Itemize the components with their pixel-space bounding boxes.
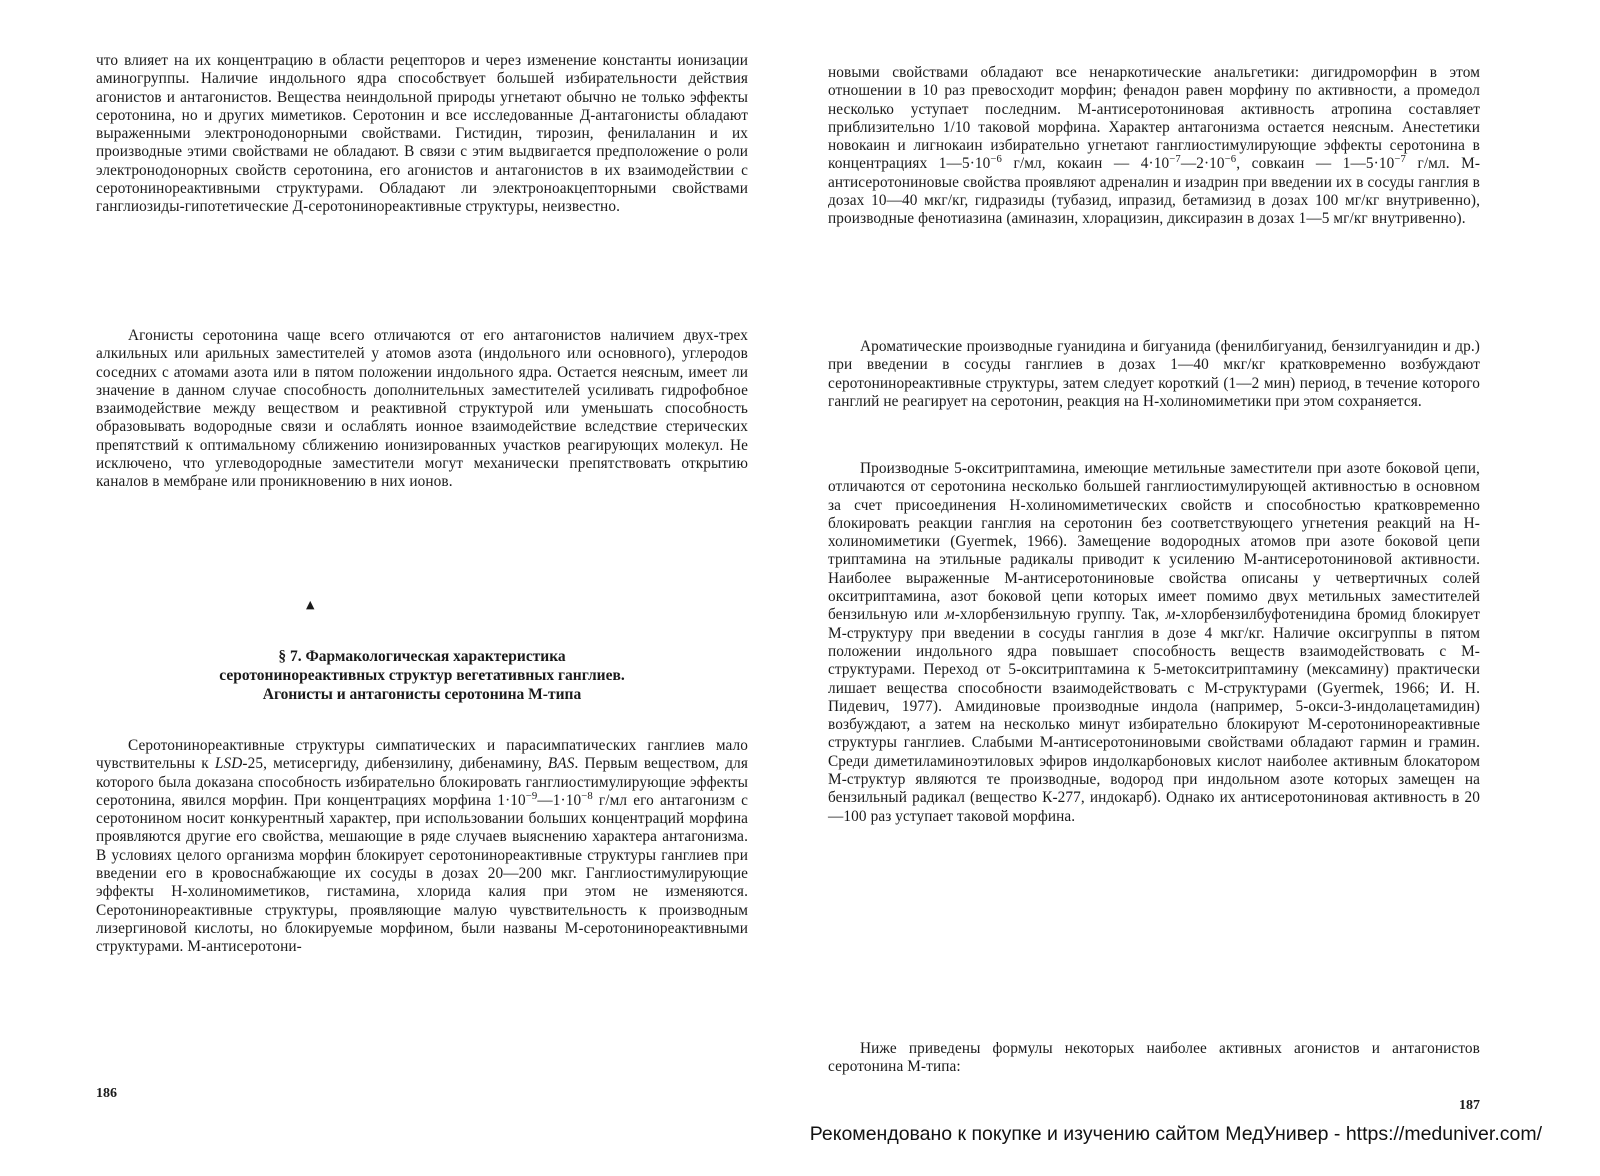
right-paragraph-3	[828, 460, 1480, 826]
exponent: −8	[581, 789, 593, 802]
exponent: −6	[990, 153, 1002, 166]
italic-term-lsd: LSD	[214, 755, 243, 773]
print-mark: ▲	[306, 598, 315, 611]
left-paragraph-1: что влияет на их концентрацию в области рецепторов и через изменение константы ионизации аминогруппы. Наличие индольного ядра способствует большей избирательности действия агонистов и антагонистов. Вещества неиндольной природы угнетают обычно не только эффекты серотонина, но и других миметиков. Серотонин и все исследованные Д-антагонисты обладают выраженными электронодонорными свойствами. Гистидин, тирозин, фенилаланин и их производные этими свойствами не обладают. В связи с этим выдвигается предположение о роли электронодонорных свойств серотонина, его агонистов и антагонистов в их взаимодействии с серотонинореактивными структурами. Обладают ли электроноакцепторными свойствами ганглиозиды-гипотетические Д-серотонинореактивные структуры, неизвестно.	[96, 52, 748, 216]
text-run: -хлорбензилбуфотенидина бромид блокирует М-структуру при введении в сосуды ганглия в дозе 4 мкг/кг. Наличие оксигруппы в пятом положении индольного ядра повышает способность веществ взаимодействовать с М-структурами. Переход от 5-окситриптамина к 5-метокситриптамину (мексамину) практически лишает вещества способности взаимодействовать с М-структурами (Gyermek, 1966; И. Н. Пидевич, 1977). Амидиновые производные индола (например, 5-окси-3-индолацетамидин) возбуждают, а затем на несколько минут избирательно блокируют М-серотонинореактивные структуры ганглиев. Слабыми М-антисеротониновыми свойствами обладают гармин и грамин. Среди диметиламиноэтиловых эфиров индолкарбоновых кислот наиболее активным блокатором М-структур являются те производные, водород при индольном азоте которых замещен на бензильный радикал (вещество К-277, индокарб). Однако их антисеротониновая активность в 20—100 раз уступает таковой морфина.	[828, 606, 1480, 825]
right-paragraph-1	[828, 64, 1480, 229]
text-run: г/мл. М-антисеротониновые свойства проявляют адреналин и изадрин при введении их в сосуды ганглия в дозах 10—40 мкг/кг, гидразиды (тубазид, ипразид, бетамизид в дозах 100 мг/кг внутривенно), производные фенотиазина (аминазин, хлорацизин, диксиразин в дозах 1—5 мг/кг внутривенно).	[828, 155, 1481, 228]
text-run: . Первым веществом, для которого была доказана способность избирательно блокировать ганглиостимулирующие эффекты серотонина, явился морфин. При концентрациях морфина 1·10	[96, 755, 748, 809]
section-heading	[96, 647, 748, 704]
page-number-left: 186	[96, 1086, 117, 1101]
text-run: г/мл, кокаин — 4·10	[1002, 155, 1170, 173]
exponent: −6	[1224, 153, 1237, 166]
text-run: Производные 5-окситриптамина, имеющие метильные заместители при азоте боковой цепи, отличаются от серотонина несколько большей ганглиостимулирующей активностью в основном за счет присоединения Н-холиномиметических свойств и способностью кратковременно блокировать реакции ганглия на серотонин без соответствующего угнетения реакций на Н-холиномиметики (Gyermek, 1966). Замещение водородных атомов при азоте боковой цепи триптамина на этильные радикалы приводит к усилению М-антисеротониновой активности. Наиболее выраженные М-антисеротониновые свойства описаны у четвертичных солей окситриптамина, азот боковой цепи которых имеет помимо двух метильных заместителей бензильную или	[828, 460, 1480, 624]
exponent: −9	[525, 789, 538, 802]
text-run: —2·10	[1180, 155, 1225, 173]
text-run: -хлорбензильную группу. Так,	[954, 606, 1166, 624]
text-run: Серотонинореактивные структуры симпатических и парасимпатических ганглиев мало чувствительны к	[96, 737, 748, 773]
section-heading-line-3: Агонисты и антагонисты серотонина М-типа	[262, 686, 582, 703]
text-run: новыми свойствами обладают все ненаркотические анальгетики: дигидроморфин в этом отношении в 10 раз превосходит морфин; фенадон равен морфину по активности, а промедол несколько уступает последним. М-антисеротониновая активность атропина составляет приблизительно	[828, 64, 1480, 136]
text-run: г/мл его антагонизм с серотонином носит конкурентный характер, при использовании больших концентраций морфина проявляются другие его свойства, мешающие в ряде случаев выяснению характера антагонизма. В условиях целого организма морфин блокирует серотонинореактивные структуры ганглиев при введении его в кровоснабжающие их сосуды в дозах 20—200 мкг. Ганглиостимулирующие эффекты Н-холиномиметиков, гистамина, хлорида калия при этом не изменяются. Серотонинореактивные структуры, проявляющие малую чувствительность к производным лизергиновой кислоты, но блокируемые морфином, были названы М-серотонинореактивными структурами. М-антисеротони-	[96, 791, 749, 956]
right-paragraph-2: Ароматические производные гуанидина и бигуанида (фенилбигуанид, бензилгуанидин и др.) при введении в сосуды ганглиев в дозах 1—40 мкг/кг кратковременно возбуждают серотонинореактивные структуры, затем следует короткий (1—2 мин) период, в течение которого ганглий не реагирует на серотонин, реакция на Н-холиномиметики при этом сохраняется.	[828, 338, 1480, 410]
italic-prefix: м	[944, 606, 955, 624]
section-heading-line-2: серотонинореактивных структур вегетативных ганглиев.	[219, 667, 625, 684]
left-paragraph-3	[96, 737, 748, 957]
exponent: −7	[1394, 153, 1406, 166]
right-paragraph-4: Ниже приведены формулы некоторых наиболее активных агонистов и антагонистов серотонина М-типа:	[828, 1040, 1480, 1076]
fraction: 1/10	[942, 118, 971, 136]
exponent: −7	[1169, 153, 1181, 166]
text-run: таковой морфина. Характер антагонизма остается неясным. Анестетики новокаин и лигнокаин избирательно угнетают ганглиостимулирующие эффекты серотонина в концентрациях 1—5·10	[828, 118, 1480, 173]
italic-term-bas: BAS	[547, 755, 575, 773]
text-run: , совкаин — 1—5·10	[1236, 155, 1395, 173]
footer-recommendation: Рекомендовано к покупке и изучению сайтом МедУнивер - https://meduniver.com/	[809, 1123, 1542, 1145]
text-run: —1·10	[537, 791, 582, 809]
text-run: -25, метисергиду, дибензилину, дибенамину,	[242, 755, 548, 773]
section-heading-line-1: § 7. Фармакологическая характеристика	[278, 648, 566, 665]
page-number-right: 187	[1459, 1098, 1480, 1113]
left-paragraph-2: Агонисты серотонина чаще всего отличаются от его антагонистов наличием двух-трех алкильных или арильных заместителей у атомов азота (индольного или основного), углеродов соседних с атомами азота или в пятом положении индольного ядра. Остается неясным, имеет ли значение в данном случае способность дополнительных заместителей усиливать гидрофобное взаимодействие между веществом и реактивной структурой или уменьшать способность образовывать водородные связи и ослаблять ионное взаимодействие вследствие стерических препятствий к оптимальному сближению ионизированных участков реагирующих молекул. Не исключено, что углеводородные заместители могут механически препятствовать открытию каналов в мембране или проникновению в них ионов.	[96, 327, 748, 491]
italic-prefix: м	[1165, 606, 1176, 624]
